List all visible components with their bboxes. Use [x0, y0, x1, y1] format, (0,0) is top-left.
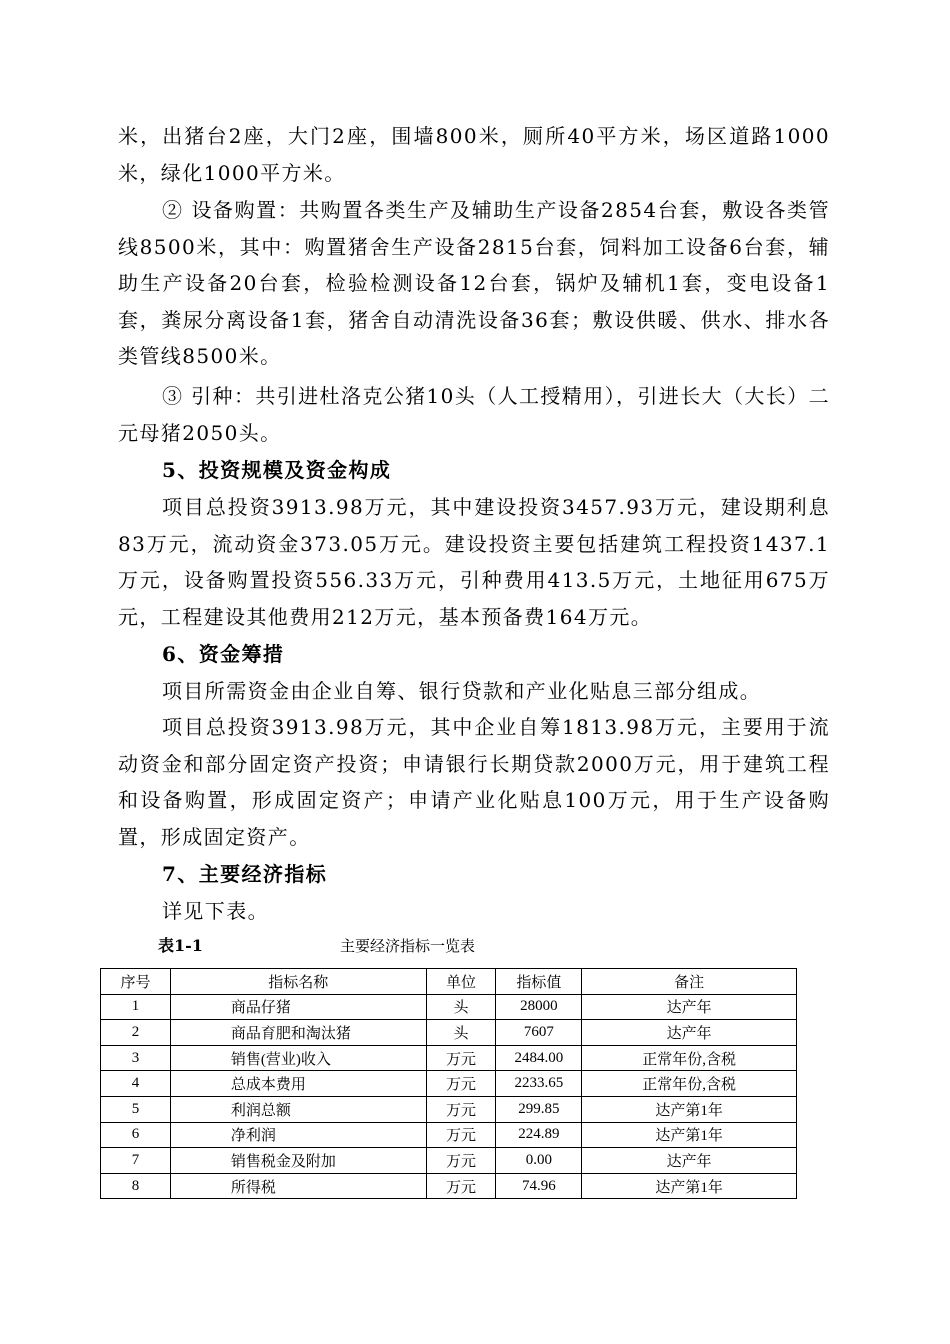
table-row: [101, 1020, 797, 1046]
cell-index: 5: [101, 1096, 171, 1122]
heading-fund-raising: 6、资金筹措: [162, 642, 285, 666]
header-value: 指标值: [496, 969, 582, 995]
table-row: [101, 1148, 797, 1174]
cell-index: 4: [101, 1071, 171, 1097]
cell-value: 0.00: [496, 1148, 582, 1174]
table-row: [101, 1045, 797, 1071]
cell-index: 8: [101, 1173, 171, 1199]
table-header-row: [101, 969, 797, 995]
cell-indicator-name: 销售税金及附加: [170, 1148, 426, 1174]
cell-unit: 头: [426, 1020, 496, 1046]
cell-remark: 达产年: [582, 1148, 797, 1174]
paragraph-breeding: ③ 引种：共引进杜洛克公猪10头（人工授精用），引进长大（大长）二元母猪2050头。: [118, 384, 831, 445]
paragraph-see-table: 详见下表。: [162, 899, 269, 923]
cell-remark: 达产第1年: [582, 1096, 797, 1122]
cell-indicator-name: 所得税: [170, 1173, 426, 1199]
cell-remark: 达产第1年: [582, 1122, 797, 1148]
table-row: [101, 1096, 797, 1122]
cell-remark: 达产年: [582, 994, 797, 1020]
cell-index: 6: [101, 1122, 171, 1148]
cell-indicator-name: 总成本费用: [170, 1071, 426, 1097]
cell-unit: 万元: [426, 1122, 496, 1148]
cell-value: 224.89: [496, 1122, 582, 1148]
table-row: [101, 1173, 797, 1199]
cell-unit: 万元: [426, 1045, 496, 1071]
cell-value: 2484.00: [496, 1045, 582, 1071]
heading-economic-indicators: 7、主要经济指标: [162, 862, 328, 886]
header-unit: 单位: [426, 969, 496, 995]
cell-index: 1: [101, 994, 171, 1020]
header-remark: 备注: [582, 969, 797, 995]
cell-remark: 正常年份,含税: [582, 1045, 797, 1071]
table-caption-number: 表1-1: [158, 936, 203, 955]
cell-index: 2: [101, 1020, 171, 1046]
cell-value: 2233.65: [496, 1071, 582, 1097]
cell-value: 74.96: [496, 1173, 582, 1199]
cell-index: 7: [101, 1148, 171, 1174]
cell-remark: 达产年: [582, 1020, 797, 1046]
cell-indicator-name: 销售(营业)收入: [170, 1045, 426, 1071]
cell-indicator-name: 商品育肥和淘汰猪: [170, 1020, 426, 1046]
cell-indicator-name: 净利润: [170, 1122, 426, 1148]
cell-remark: 达产第1年: [582, 1173, 797, 1199]
economic-indicators-table: [100, 968, 797, 1199]
cell-unit: 万元: [426, 1071, 496, 1097]
cell-unit: 万元: [426, 1096, 496, 1122]
header-indicator-name: 指标名称: [170, 969, 426, 995]
cell-value: 7607: [496, 1020, 582, 1046]
cell-unit: 头: [426, 994, 496, 1020]
cell-indicator-name: 商品仔猪: [170, 994, 426, 1020]
heading-investment-scale: 5、投资规模及资金构成: [162, 458, 392, 482]
cell-value: 299.85: [496, 1096, 582, 1122]
header-index: 序号: [101, 969, 171, 995]
cell-unit: 万元: [426, 1148, 496, 1174]
cell-indicator-name: 利润总额: [170, 1096, 426, 1122]
cell-value: 28000: [496, 994, 582, 1020]
paragraph-investment: 项目总投资3913.98万元，其中建设投资3457.93万元，建设期利息83万元，流动资金373.05万元。建设投资主要包括建筑工程投资1437.1万元，设备购置投资556.33万元，引种费用413.5万元，土地征用675万元，工程建设其他费用212万元，基本预备费164万元。: [118, 495, 830, 629]
cell-unit: 万元: [426, 1173, 496, 1199]
cell-index: 3: [101, 1045, 171, 1071]
table-row: [101, 1071, 797, 1097]
paragraph-construction-cont: 米，出猪台2座，大门2座，围墙800米，厕所40平方米，场区道路1000米，绿化1000平方米。: [118, 124, 830, 185]
table-row: [101, 994, 797, 1020]
cell-remark: 正常年份,含税: [582, 1071, 797, 1097]
table-row: [101, 1122, 797, 1148]
paragraph-fund-details: 项目总投资3913.98万元，其中企业自筹1813.98万元，主要用于流动资金和部分固定资产投资；申请银行长期贷款2000万元，用于建筑工程和设备购置，形成固定资产；申请产业化贴息100万元，用于生产设备购置，形成固定资产。: [118, 715, 830, 849]
paragraph-fund-sources: 项目所需资金由企业自筹、银行贷款和产业化贴息三部分组成。: [162, 679, 762, 703]
paragraph-equipment: ② 设备购置：共购置各类生产及辅助生产设备2854台套，敷设各类管线8500米，其中：购置猪舍生产设备2815台套，饲料加工设备6台套，辅助生产设备20台套，检验检测设备12台套，锅炉及辅机1套，变电设备1套，粪尿分离设备1套，猪舍自动清洗设备36套；敷设供暖、供水、排水各类管线8500米。: [118, 198, 830, 368]
table-caption-title: 主要经济指标一览表: [340, 937, 476, 955]
